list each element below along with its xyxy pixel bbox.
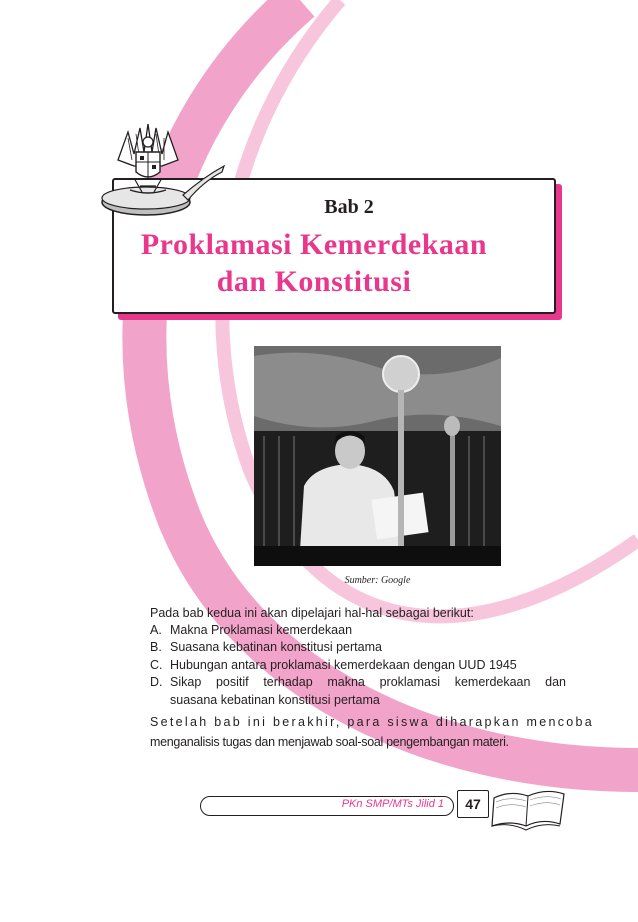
list-item-text-continued: suasana kebatinan konstitusi pertama xyxy=(170,692,380,707)
list-item-text: Suasana kebatinan konstitusi pertama xyxy=(170,640,382,655)
list-item-letter: B. xyxy=(150,640,162,655)
list-item xyxy=(150,674,566,709)
list-item xyxy=(150,657,566,674)
topic-list xyxy=(150,622,566,709)
list-item-text: Makna Proklamasi kemerdekaan xyxy=(170,623,353,637)
intro-text: Pada bab kedua ini akan dipelajari hal-hal sebagai berikut: xyxy=(150,606,474,620)
list-item xyxy=(150,622,566,639)
photo-credit: Sumber: Google xyxy=(344,575,411,586)
list-item-text: Sikap positif terhadap makna proklamasi kemerdekaan dan xyxy=(170,675,566,690)
list-item xyxy=(150,639,566,656)
list-item-letter: A. xyxy=(150,623,162,637)
list-item-letter: D. xyxy=(150,675,163,690)
closing-line1: Setelah bab ini berakhir, para siswa diharapkan mencoba xyxy=(150,715,595,729)
garuda-emblem-icon xyxy=(98,120,228,220)
footer-book-title: PKn SMP/MTs Jilid 1 xyxy=(341,798,444,810)
list-item-text: Hubungan antara proklamasi kemerdekaan dengan UUD 1945 xyxy=(170,657,517,672)
list-item-letter: C. xyxy=(150,657,163,672)
proclamation-photo xyxy=(254,346,501,566)
chapter-label: Bab 2 xyxy=(324,196,374,218)
closing-text xyxy=(150,712,595,752)
photo-illustration xyxy=(254,346,501,566)
chapter-title-line1: Proklamasi Kemerdekaan xyxy=(140,228,488,261)
chapter-title-line2: dan Konstitusi xyxy=(216,265,412,298)
open-book-icon xyxy=(490,784,568,836)
closing-line2: menganalisis tugas dan menjawab soal-soal pengembangan materi. xyxy=(150,735,509,749)
chapter-title xyxy=(124,226,504,300)
page-number: 47 xyxy=(457,790,489,818)
